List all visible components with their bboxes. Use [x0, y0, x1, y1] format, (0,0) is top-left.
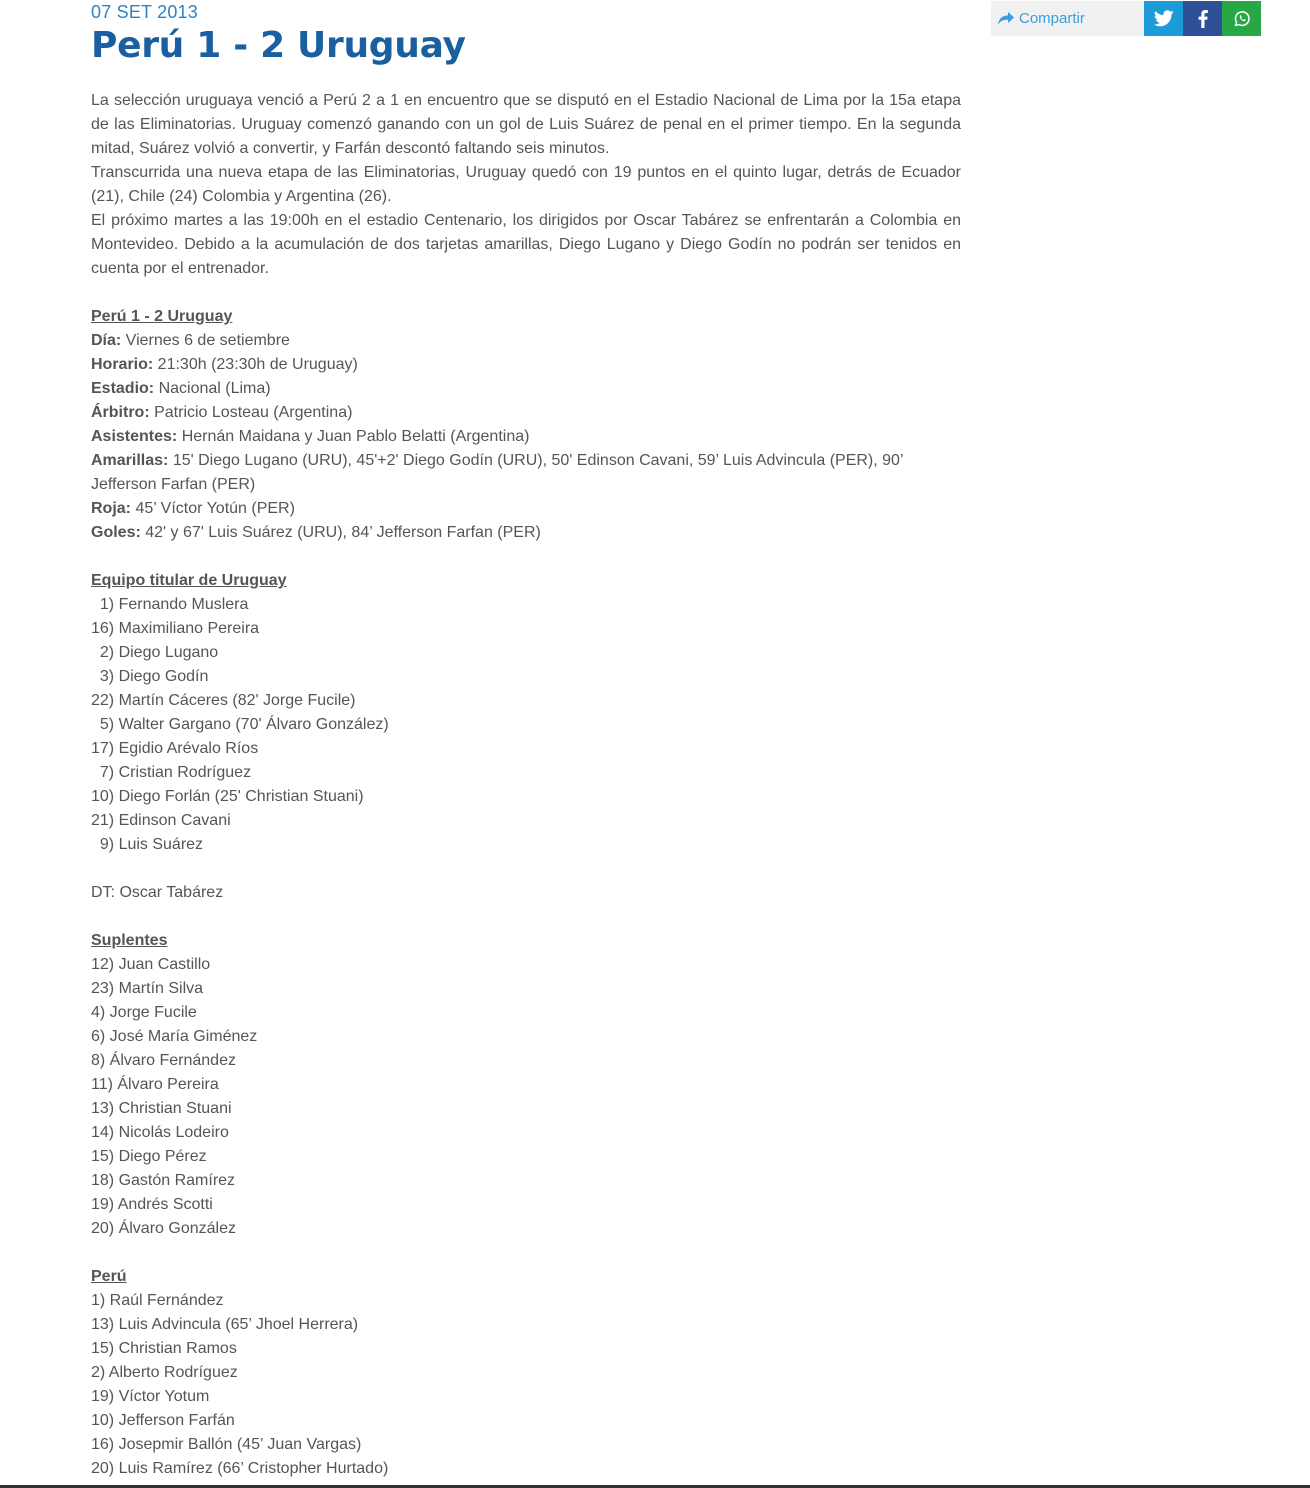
- uruguay-player: 9) Luis Suárez: [91, 836, 204, 853]
- share-bar: [991, 1, 1261, 36]
- paragraph: Transcurrida una nueva etapa de las Eliminatorias, Uruguay quedó con 19 puntos en el quinto lugar, detrás de Ecuador (21), Chile (24) Colombia y Argentina (26).: [91, 164, 961, 205]
- match-fact: [91, 449, 921, 497]
- substitute-player: 19) Andrés Scotti: [91, 1196, 213, 1213]
- match-fact: [91, 329, 921, 353]
- substitute-player: 6) José María Giménez: [91, 1028, 258, 1045]
- match-fact-label: Amarillas:: [91, 452, 169, 469]
- spacer: [91, 545, 961, 569]
- uruguay-player: 2) Diego Lugano: [91, 644, 219, 661]
- substitute-player: 20) Álvaro González: [91, 1220, 236, 1237]
- match-fact-label: Estadio:: [91, 380, 155, 397]
- uruguay-lineup-list: [91, 593, 961, 857]
- peru-player: 16) Josepmir Ballón (45’ Juan Vargas): [91, 1436, 362, 1453]
- substitute-player: 13) Christian Stuani: [91, 1100, 232, 1117]
- match-fact-value: Nacional (Lima): [154, 380, 271, 397]
- peru-lineup-list: [91, 1289, 961, 1481]
- match-fact-value: Hernán Maidana y Juan Pablo Belatti (Argentina): [177, 428, 530, 445]
- uruguay-player: 17) Egidio Arévalo Ríos: [91, 740, 259, 757]
- paragraph: El próximo martes a las 19:00h en el estadio Centenario, los dirigidos por Oscar Tabárez se enfrentarán a Colombia en Montevideo. Debido a la acumulación de dos tarjetas amarillas, Diego Lugano y Diego Godín no podrán ser tenidos en cuenta por el entrenador.: [91, 212, 961, 277]
- match-fact: [91, 353, 921, 377]
- spacer: [91, 905, 961, 929]
- match-fact-value: 15' Diego Lugano (URU), 45'+2' Diego Godín (URU), 50' Edinson Cavani, 59’ Luis Advincula (PER), 90’ Jefferson Farfan (PER): [91, 452, 903, 493]
- match-fact-label: Árbitro:: [91, 404, 150, 421]
- article-title: Perú 1 - 2 Uruguay: [91, 25, 466, 66]
- facebook-icon: [1198, 10, 1208, 28]
- uruguay-player: 22) Martín Cáceres (82' Jorge Fucile): [91, 692, 356, 709]
- peru-player: 15) Christian Ramos: [91, 1340, 237, 1357]
- uruguay-player: 3) Diego Godín: [91, 668, 209, 685]
- match-fact-value: 45’ Víctor Yotún (PER): [131, 500, 295, 517]
- article-body: [91, 89, 961, 1481]
- spacer: [91, 281, 961, 305]
- match-fact: [91, 521, 921, 545]
- substitute-player: 8) Álvaro Fernández: [91, 1052, 236, 1069]
- peru-player: 19) Víctor Yotum: [91, 1388, 210, 1405]
- substitute-player: 23) Martín Silva: [91, 980, 204, 997]
- peru-player: 1) Raúl Fernández: [91, 1292, 224, 1309]
- match-fact-label: Roja:: [91, 500, 131, 517]
- match-facts: [91, 329, 961, 545]
- match-fact: [91, 425, 921, 449]
- substitute-player: 15) Diego Pérez: [91, 1148, 207, 1165]
- match-fact-label: Día:: [91, 332, 122, 349]
- substitutes-list: [91, 953, 961, 1241]
- share-label: Compartir: [1019, 10, 1085, 27]
- match-fact: [91, 401, 921, 425]
- share-arrow-icon: [997, 11, 1015, 27]
- match-fact-value: 42' y 67' Luis Suárez (URU), 84’ Jefferson Farfan (PER): [140, 524, 541, 541]
- peru-player: 13) Luis Advincula (65’ Jhoel Herrera): [91, 1316, 359, 1333]
- match-heading: Perú 1 - 2 Uruguay: [91, 308, 233, 325]
- match-fact: [91, 377, 921, 401]
- peru-player: 20) Luis Ramírez (66’ Cristopher Hurtado): [91, 1460, 389, 1477]
- spacer: [91, 1241, 961, 1265]
- article-date: 07 SET 2013: [91, 2, 198, 22]
- share-button[interactable]: [991, 1, 1144, 36]
- match-fact-value: Viernes 6 de setiembre: [121, 332, 290, 349]
- match-fact-value: 21:30h (23:30h de Uruguay): [153, 356, 358, 373]
- uruguay-player: 5) Walter Gargano (70' Álvaro González): [91, 716, 389, 733]
- match-fact-label: Goles:: [91, 524, 141, 541]
- peru-player: 2) Alberto Rodríguez: [91, 1364, 238, 1381]
- match-fact: [91, 497, 921, 521]
- peru-lineup-heading: Perú: [91, 1268, 127, 1285]
- peru-player: 10) Jefferson Farfán: [91, 1412, 235, 1429]
- match-fact-label: Asistentes:: [91, 428, 178, 445]
- whatsapp-icon: [1233, 10, 1251, 28]
- facebook-share-button[interactable]: [1183, 1, 1222, 36]
- match-fact-label: Horario:: [91, 356, 154, 373]
- paragraph: La selección uruguaya venció a Perú 2 a 1 en encuentro que se disputó en el Estadio Nacional de Lima por la 15a etapa de las Eliminatorias. Uruguay comenzó ganando con un gol de Luis Suárez de penal en el primer tiempo. En la segunda mitad, Suárez volvió a convertir, y Farfán descontó faltando seis minutos.: [91, 92, 961, 157]
- substitute-player: 11) Álvaro Pereira: [91, 1076, 219, 1093]
- uruguay-player: 16) Maximiliano Pereira: [91, 620, 260, 637]
- substitutes-heading: Suplentes: [91, 932, 168, 949]
- substitute-player: 4) Jorge Fucile: [91, 1004, 197, 1021]
- uruguay-player: 7) Cristian Rodríguez: [91, 764, 252, 781]
- substitute-player: 18) Gastón Ramírez: [91, 1172, 236, 1189]
- uruguay-lineup-heading: Equipo titular de Uruguay: [91, 572, 287, 589]
- uruguay-player: 21) Edinson Cavani: [91, 812, 231, 829]
- uruguay-player: 10) Diego Forlán (25' Christian Stuani): [91, 788, 364, 805]
- twitter-share-button[interactable]: [1144, 1, 1183, 36]
- spacer: [91, 857, 961, 881]
- substitute-player: 14) Nicolás Lodeiro: [91, 1124, 229, 1141]
- coach-line: DT: Oscar Tabárez: [91, 884, 224, 901]
- twitter-icon: [1154, 10, 1174, 27]
- whatsapp-share-button[interactable]: [1222, 1, 1261, 36]
- match-fact-value: Patricio Losteau (Argentina): [149, 404, 353, 421]
- substitute-player: 12) Juan Castillo: [91, 956, 211, 973]
- uruguay-player: 1) Fernando Muslera: [91, 596, 249, 613]
- article: [91, 0, 961, 1481]
